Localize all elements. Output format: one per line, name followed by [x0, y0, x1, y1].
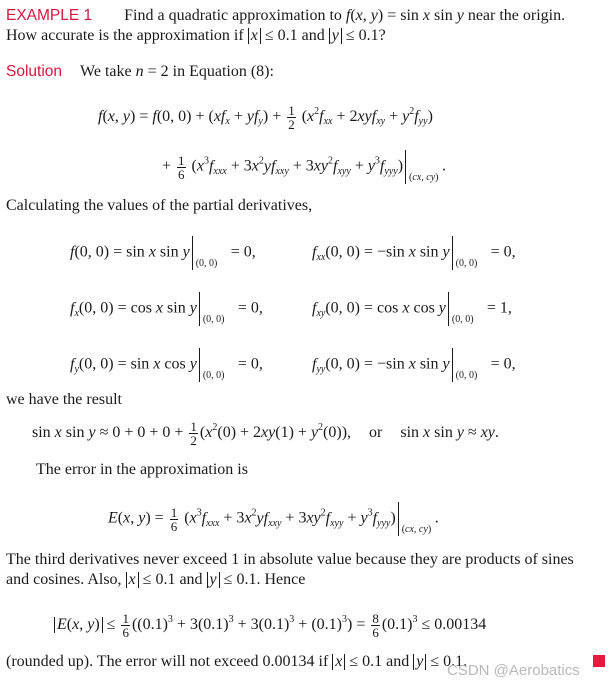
conclusion-text: (rounded up). The error will not exceed 0.00134 if x ≤ 0.1 and y ≤ 0.1. [6, 653, 468, 670]
solution-label: Solution [6, 63, 63, 80]
example-label: EXAMPLE 1 [6, 7, 93, 24]
calc-text: Calculating the values of the partial derivatives, [6, 197, 313, 214]
equation-taylor-1: f(x, y) = f(0, $0) + (xf_x + yf_y)$ + $\frac{1}{2}$ $(x^2f_{xx} + 2xyf_{xy} + y^2f_{yy})$ [98, 103, 433, 132]
result-text: we have the result [6, 391, 122, 408]
example-question: How accurate is the approximation if x ≤ 0.1 and y ≤ 0.1? [6, 27, 386, 44]
solution-intro: Solution We take n = 2 in Equation (8): [6, 63, 274, 80]
error-intro: The error in the approximation is [36, 461, 248, 478]
bounds-text: and cosines. Also, x ≤ 0.1 and y ≤ 0.1. Hence [6, 571, 306, 588]
error-formula: E(x, y) = $\frac{1}{6}$ $(x^3f_{xxx} + 3x^2yf_{xxy} + 3xy^2f_{xyy} + y^3f_{yyy})$ (cx, cy) . [108, 502, 439, 536]
third-derivatives-text: The third derivatives never exceed 1 in absolute value because they are products of sines [6, 551, 574, 568]
error-bound: E(x, y) ≤ $\frac{1}{6}$ $((0.1)^3 + 3(0.1)^3 + 3(0.1)^3 + (0.1)^3)$ = $\frac{8}{6}$ $(0.1)^3 \le 0.00134$ [54, 612, 486, 639]
example-statement: EXAMPLE 1 Find a quadratic approximation to f(x, y) = sin x sin y near the origin. [6, 7, 566, 24]
deriv-fxy: $f_{xy}(0$, 0) = cos x cos y (0, 0) = 1, [312, 292, 512, 326]
deriv-fyy: $f_{yy}(0$, 0) = −sin x sin y (0, 0) = 0, [312, 348, 516, 382]
deriv-f00: f(0, 0) = sin x sin y (0, 0) = 0, [70, 236, 256, 270]
or-text: or [369, 424, 383, 442]
deriv-fxx: $f_{xx}(0$, 0) = −sin x sin y (0, 0) = 0, [312, 236, 516, 270]
end-of-example-marker [593, 655, 605, 667]
deriv-fy: $f_y(0$, 0) = sin x cos y (0, 0) = 0, [70, 348, 263, 382]
deriv-fx: $f_x(0$, 0) = cos x sin y (0, 0) = 0, [70, 292, 263, 326]
approx-result: sin x sin y ≈ 0 + 0 + 0 + $\frac{1}{2}$ $(x^2(0) + 2xy(1) + y^2(0))$, or sin x sin y ≈ xy. [32, 419, 499, 448]
equation-taylor-2: + $\frac{1}{6}$ $(x^3f_{xxx} + 3x^2yf_{xxy} + 3xy^2f_{xyy} + y^3f_{yyy})$ (cx, cy) . [162, 150, 446, 184]
watermark: CSDN @Aerobatics [447, 662, 580, 679]
